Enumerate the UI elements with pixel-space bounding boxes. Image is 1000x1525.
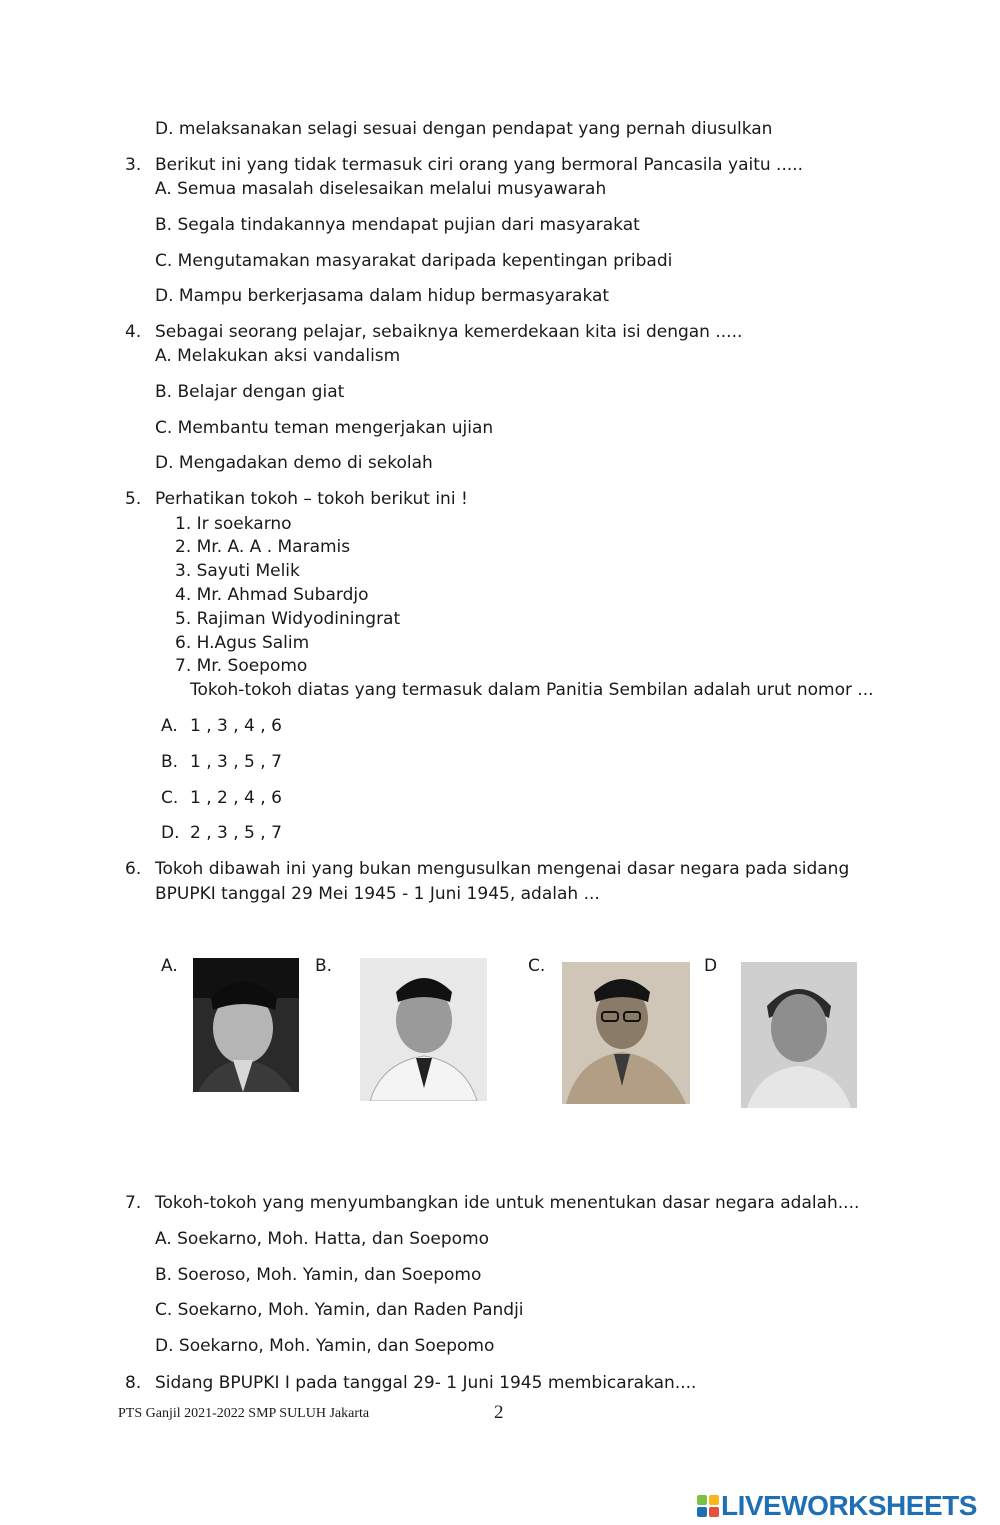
q4-option-c: C. Membantu teman mengerjakan ujian xyxy=(155,418,494,438)
portrait-photo-a xyxy=(193,958,299,1092)
q3-option-c: C. Mengutamakan masyarakat daripada kepentingan pribadi xyxy=(155,251,673,271)
q5-option-value: 2 , 3 , 5 , 7 xyxy=(190,823,282,843)
q3-option-a: A. Semua masalah diselesaikan melalui musyawarah xyxy=(155,179,607,199)
q6-number: 6. xyxy=(125,859,142,879)
q5-list-item: 4. Mr. Ahmad Subardjo xyxy=(175,585,369,605)
brand-text: LIVEWORKSHEETS xyxy=(721,1490,977,1521)
portrait-photo-c xyxy=(562,962,690,1104)
liveworksheets-logo xyxy=(697,1488,977,1524)
q8-number: 8. xyxy=(125,1373,142,1393)
q7-number: 7. xyxy=(125,1193,142,1213)
q5-list-item: 6. H.Agus Salim xyxy=(175,633,310,653)
q3-number: 3. xyxy=(125,155,142,175)
portrait-photo-b xyxy=(360,958,487,1101)
q5-option-letter: D. xyxy=(161,823,180,843)
q7-option-a: A. Soekarno, Moh. Hatta, dan Soepomo xyxy=(155,1229,490,1249)
q3-question: Berikut ini yang tidak termasuk ciri orang yang bermoral Pancasila yaitu ..... xyxy=(155,155,804,175)
q7-option-b: B. Soeroso, Moh. Yamin, dan Soepomo xyxy=(155,1265,482,1285)
q4-number: 4. xyxy=(125,322,142,342)
q6-option-letter: C. xyxy=(528,956,546,976)
q6-option-letter: D xyxy=(704,956,718,976)
q4-option-a: A. Melakukan aksi vandalism xyxy=(155,346,401,366)
q5-option-value: 1 , 3 , 5 , 7 xyxy=(190,752,282,772)
q5-prompt: Tokoh-tokoh diatas yang termasuk dalam Panitia Sembilan adalah urut nomor ... xyxy=(190,680,874,700)
footer-exam-title: PTS Ganjil 2021-2022 SMP SULUH Jakarta xyxy=(118,1406,370,1421)
q5-option-value: 1 , 3 , 4 , 6 xyxy=(190,716,282,736)
q5-list-item: 1. Ir soekarno xyxy=(175,514,292,534)
q5-list-item: 7. Mr. Soepomo xyxy=(175,656,308,676)
q2-option-d: D. melaksanakan selagi sesuai dengan pendapat yang pernah diusulkan xyxy=(155,119,773,139)
page-number: 2 xyxy=(494,1402,504,1423)
q5-option-letter: C. xyxy=(161,788,179,808)
q6-option-letter: B. xyxy=(315,956,333,976)
q7-option-d: D. Soekarno, Moh. Yamin, dan Soepomo xyxy=(155,1336,495,1356)
q4-question: Sebagai seorang pelajar, sebaiknya kemerdekaan kita isi dengan ..... xyxy=(155,322,743,342)
q8-question: Sidang BPUPKI I pada tanggal 29- 1 Juni 1945 membicarakan.... xyxy=(155,1373,697,1393)
q6-question-line2: BPUPKI tanggal 29 Mei 1945 - 1 Juni 1945, adalah ... xyxy=(155,884,600,904)
q6-option-letter: A. xyxy=(161,956,178,976)
q6-question-line1: Tokoh dibawah ini yang bukan mengusulkan mengenai dasar negara pada sidang xyxy=(155,859,850,879)
q4-option-b: B. Belajar dengan giat xyxy=(155,382,345,402)
q5-list-item: 3. Sayuti Melik xyxy=(175,561,300,581)
portrait-photo-d xyxy=(741,962,857,1108)
q7-option-c: C. Soekarno, Moh. Yamin, dan Raden Pandji xyxy=(155,1300,524,1320)
q3-option-b: B. Segala tindakannya mendapat pujian dari masyarakat xyxy=(155,215,640,235)
q5-number: 5. xyxy=(125,489,142,509)
q5-option-value: 1 , 2 , 4 , 6 xyxy=(190,788,282,808)
q4-option-d: D. Mengadakan demo di sekolah xyxy=(155,453,433,473)
q5-list-item: 2. Mr. A. A . Maramis xyxy=(175,537,351,557)
q5-option-letter: B. xyxy=(161,752,179,772)
liveworksheets-icon xyxy=(697,1495,719,1517)
q3-option-d: D. Mampu berkerjasama dalam hidup bermasyarakat xyxy=(155,286,610,306)
q5-list-item: 5. Rajiman Widyodiningrat xyxy=(175,609,401,629)
q5-question: Perhatikan tokoh – tokoh berikut ini ! xyxy=(155,489,468,509)
q7-question: Tokoh-tokoh yang menyumbangkan ide untuk menentukan dasar negara adalah.... xyxy=(155,1193,860,1213)
q5-option-letter: A. xyxy=(161,716,178,736)
